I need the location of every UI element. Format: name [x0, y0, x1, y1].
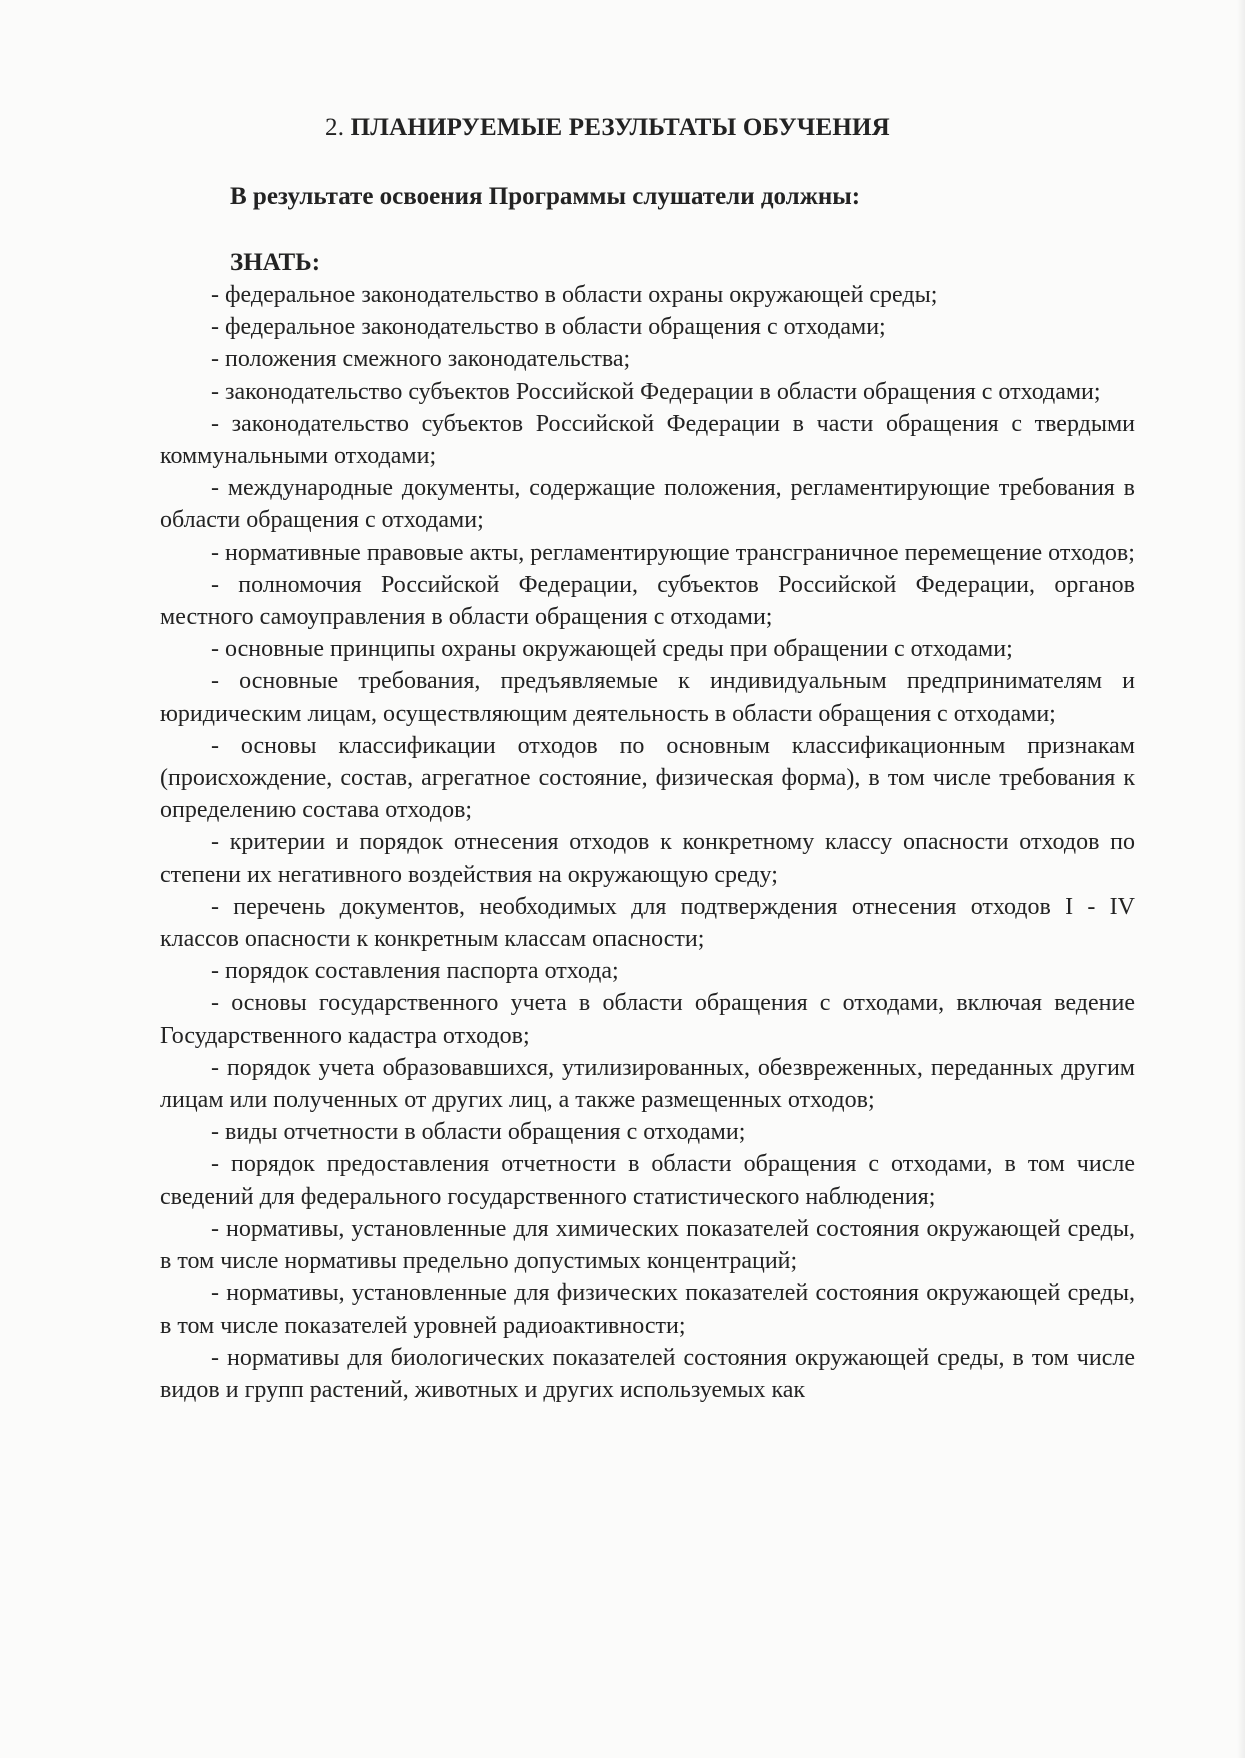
- title-text: ПЛАНИРУЕМЫЕ РЕЗУЛЬТАТЫ ОБУЧЕНИЯ: [350, 114, 890, 141]
- list-item: - основы классификации отходов по основным классификационным признакам (происхождение, состав, агрегатное состояние, физическая форма), в том числе требования к определению состава отходов;: [160, 732, 1135, 824]
- section-label-know: ЗНАТЬ:: [230, 249, 321, 276]
- list-item: - полномочия Российской Федерации, субъектов Российской Федерации, органов местного самоуправления в области обращения с отходами;: [160, 571, 1135, 631]
- list-item: - законодательство субъектов Российской Федерации в области обращения с отходами;: [211, 378, 1101, 405]
- list-item: - нормативы, установленные для химических показателей состояния окружающей среды, в том числе нормативы предельно допустимых концентраций;: [160, 1215, 1135, 1275]
- list-item: - федеральное законодательство в области обращения с отходами;: [211, 314, 886, 341]
- list-item: - нормативы для биологических показателей состояния окружающей среды, в том числе видов и групп растений, животных и других используемых как: [160, 1344, 1135, 1403]
- list-item: - критерии и порядок отнесения отходов к конкретному классу опасности отходов по степени их негативного воздействия на окружающую среду;: [160, 829, 1135, 888]
- list-item: - основные требования, предъявляемые к индивидуальным предпринимателям и юридическим лицам, осуществляющим деятельность в области обращения с отходами;: [160, 668, 1135, 727]
- list-item: - порядок учета образовавшихся, утилизированных, обезвреженных, переданных другим лицам или полученных от других лиц, а также размещенных отходов;: [160, 1054, 1135, 1114]
- page-title: [160, 112, 1135, 144]
- list-item: - порядок составления паспорта отхода;: [211, 958, 619, 985]
- scan-shadow-edge: [1237, 0, 1245, 1758]
- list-item: - международные документы, содержащие положения, регламентирующие требования в области обращения с отходами;: [160, 475, 1135, 534]
- subtitle: В результате освоения Программы слушатели должны:: [230, 183, 861, 210]
- list-item: - нормативные правовые акты, регламентирующие трансграничное перемещение отходов;: [211, 539, 1135, 566]
- list-item: - законодательство субъектов Российской Федерации в части обращения с твердыми коммунальными отходами;: [160, 410, 1135, 470]
- list-item: - перечень документов, необходимых для подтверждения отнесения отходов I - IV классов опасности к конкретным классам опасности;: [160, 893, 1135, 953]
- list-item: - порядок предоставления отчетности в области обращения с отходами, в том числе сведений для федерального государственного статистического наблюдения;: [160, 1151, 1135, 1210]
- list-item: - виды отчетности в области обращения с отходами;: [211, 1119, 746, 1146]
- title-number: 2.: [325, 114, 345, 141]
- requirements-list: [160, 279, 1135, 1406]
- list-item: - нормативы, установленные для физических показателей состояния окружающей среды, в том числе показателей уровней радиоактивности;: [160, 1280, 1135, 1339]
- list-item: - положения смежного законодательства;: [211, 346, 631, 373]
- list-item: - основы государственного учета в области обращения с отходами, включая ведение Государственного кадастра отходов;: [160, 990, 1135, 1049]
- list-item: - основные принципы охраны окружающей среды при обращении с отходами;: [211, 636, 1013, 663]
- list-item: - федеральное законодательство в области охраны окружающей среды;: [211, 282, 938, 308]
